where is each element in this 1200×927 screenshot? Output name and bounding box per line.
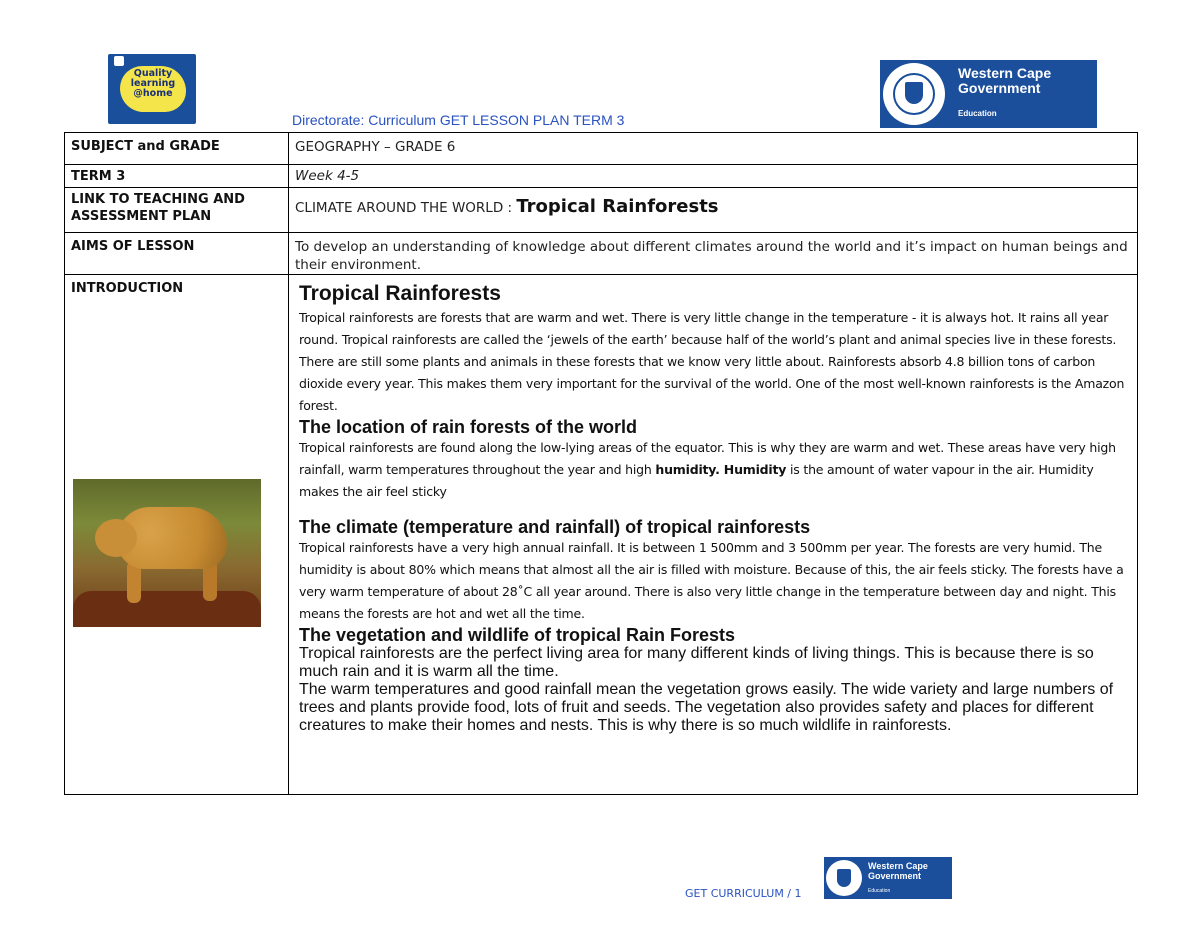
row-label: AIMS OF LESSON bbox=[71, 239, 195, 254]
quality-learning-logo-text: Quality learning @home bbox=[120, 66, 186, 112]
location-paragraph: Tropical rainforests are found along the low-lying areas of the equator. This is why they are warm and wet. These areas have very high rainfall, warm temperatures throughout the year and high humidity. Humidity is the amount of water vapour in the air. Humidity makes the air feel sticky bbox=[299, 440, 1116, 499]
quality-learning-logo bbox=[108, 54, 196, 124]
subject-grade-value: GEOGRAPHY – GRADE 6 bbox=[295, 139, 456, 155]
row-label: LINK TO TEACHING AND ASSESSMENT PLAN bbox=[71, 192, 245, 224]
aims-value: To develop an understanding of knowledge about different climates around the world and it’s impact on human beings and their environment. bbox=[295, 239, 1128, 273]
directorate-title: Directorate: Curriculum GET LESSON PLAN TERM 3 bbox=[292, 112, 625, 128]
location-heading: The location of rain forests of the world bbox=[299, 417, 638, 437]
coat-of-arms-icon bbox=[826, 860, 862, 896]
table-row bbox=[65, 275, 1138, 795]
western-cape-logo-title: Western Cape Government bbox=[958, 65, 1052, 96]
link-value: CLIMATE AROUND THE WORLD : Tropical Rainforests bbox=[295, 196, 719, 217]
introduction-content bbox=[289, 275, 1137, 735]
seal-icon bbox=[114, 56, 124, 66]
row-label: TERM 3 bbox=[71, 169, 126, 184]
page-number: GET CURRICULUM / 1 bbox=[685, 887, 802, 900]
row-label: SUBJECT and GRADE bbox=[71, 139, 220, 154]
jaguar-image bbox=[73, 479, 261, 627]
coat-of-arms-icon bbox=[883, 63, 945, 125]
western-cape-logo-footer bbox=[824, 857, 952, 899]
table-row bbox=[65, 133, 1138, 165]
table-row bbox=[65, 165, 1138, 188]
intro-title: Tropical Rainforests bbox=[299, 282, 501, 305]
climate-heading: The climate (temperature and rainfall) of tropical rainforests bbox=[299, 517, 811, 537]
intro-paragraph: Tropical rainforests are forests that are warm and wet. There is very little change in the temperature - it is always hot. It rains all year round. Tropical rainforests are called the ‘jewels of the earth’ because half of the world’s plant and animal species live in these forests. There are still some plants and animals in these forests that we know very little about. Rainforests absorb 4.8 billion tons of carbon dioxide every year. This makes them very important for the survival of the world. One of the most well-known rainforests is the Amazon forest. bbox=[299, 310, 1125, 413]
table-row bbox=[65, 233, 1138, 275]
climate-paragraph: Tropical rainforests have a very high annual rainfall. It is between 1 500mm and 3 500mm per year. The forests are very humid. The humidity is about 80% which means that almost all the air is filled with moisture. Because of this, the air feels sticky. The forests have a very warm temperature of about 28˚C all year around. There is also very little change in the temperature between day and night. This means the forests are hot and wet all the time. bbox=[299, 540, 1124, 621]
footer-logo-subtitle: Education bbox=[868, 888, 891, 894]
footer-logo-title: Western Cape Government bbox=[868, 861, 928, 881]
lesson-plan-table bbox=[64, 132, 1138, 795]
western-cape-logo bbox=[880, 60, 1097, 128]
western-cape-logo-subtitle: Education bbox=[958, 109, 997, 118]
vegetation-paragraph-2: The warm temperatures and good rainfall mean the vegetation grows easily. The wide variety and large numbers of trees and plants provide food, lots of fruit and seeds. The vegetation also provides safety and places for different creatures to make their homes and nests. This is why there is so much wildlife in rainforests. bbox=[299, 681, 1114, 734]
table-row bbox=[65, 188, 1138, 233]
row-label: INTRODUCTION bbox=[71, 281, 184, 296]
vegetation-paragraph-1: Tropical rainforests are the perfect living area for many different kinds of living things. This is because there is so much rain and it is warm all the time. bbox=[299, 645, 1094, 680]
vegetation-heading: The vegetation and wildlife of tropical Rain Forests bbox=[299, 625, 736, 645]
topic-title: Tropical Rainforests bbox=[516, 196, 719, 217]
term-value: Week 4-5 bbox=[295, 168, 360, 184]
